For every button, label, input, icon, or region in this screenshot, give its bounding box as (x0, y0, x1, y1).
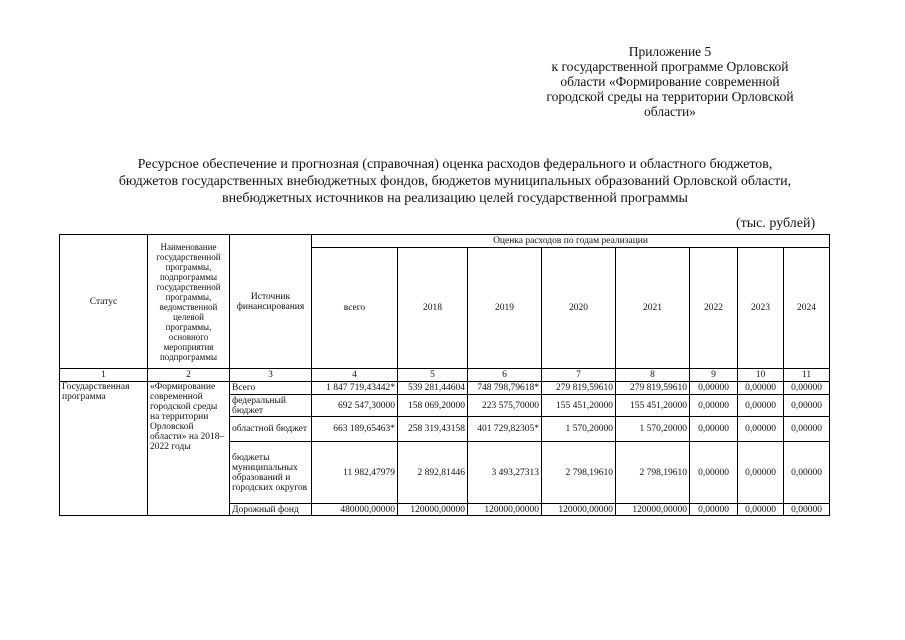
header-year-total: всего (312, 248, 398, 369)
value-cell: 0,00000 (690, 382, 738, 395)
header-estimate: Оценка расходов по годам реализации (312, 235, 830, 248)
value-cell: 0,00000 (784, 504, 830, 516)
appendix-line: Приложение 5 (628, 44, 712, 59)
header-name: Наименование государственной программы, подпрограммы государственной программы, ведомственной целевой программы, основного мероприятия подпрограммы (148, 235, 230, 369)
source-cell: бюджеты муниципальных образований и городских округов (230, 442, 312, 504)
value-cell: 0,00000 (690, 442, 738, 504)
value-cell: 692 547,30000 (312, 395, 398, 417)
value-cell: 2 798,19610 (616, 442, 690, 504)
value-cell: 2 892,81446 (398, 442, 468, 504)
appendix-line: к государственной программе Орловской (551, 59, 789, 74)
value-cell: 539 281,44604 (398, 382, 468, 395)
header-year: 2022 (690, 248, 738, 369)
col-number: 2 (148, 369, 230, 382)
header-source: Источник финансирования (230, 235, 312, 369)
value-cell: 120000,00000 (616, 504, 690, 516)
value-cell: 158 069,20000 (398, 395, 468, 417)
source-cell: областной бюджет (230, 417, 312, 442)
value-cell: 0,00000 (738, 395, 784, 417)
units-label: (тыс. рублей) (736, 216, 816, 231)
value-cell: 0,00000 (784, 395, 830, 417)
source-cell: федеральный бюджет (230, 395, 312, 417)
value-cell: 663 189,65463* (312, 417, 398, 442)
title-line: Ресурсное обеспечение и прогнозная (справочная) оценка расходов федерального и областного бюджетов, (137, 157, 773, 172)
value-cell: 279 819,59610 (542, 382, 616, 395)
value-cell: 1 570,20000 (542, 417, 616, 442)
appendix-line: области» (644, 104, 696, 119)
value-cell: 11 982,47979 (312, 442, 398, 504)
value-cell: 2 798,19610 (542, 442, 616, 504)
col-number: 7 (542, 369, 616, 382)
value-cell: 0,00000 (738, 382, 784, 395)
value-cell: 0,00000 (738, 442, 784, 504)
value-cell: 120000,00000 (468, 504, 542, 516)
value-cell: 279 819,59610 (616, 382, 690, 395)
col-number: 8 (616, 369, 690, 382)
col-number: 1 (60, 369, 148, 382)
value-cell: 0,00000 (784, 417, 830, 442)
value-cell: 0,00000 (784, 382, 830, 395)
value-cell: 1 570,20000 (616, 417, 690, 442)
col-number: 9 (690, 369, 738, 382)
value-cell: 223 575,70000 (468, 395, 542, 417)
col-number: 11 (784, 369, 830, 382)
value-cell: 480000,00000 (312, 504, 398, 516)
budget-table (59, 234, 830, 516)
table-row (60, 382, 830, 395)
status-cell: Государственная программа (60, 382, 148, 516)
title-line: внебюджетных источников на реализацию целей государственной программы (222, 191, 688, 206)
appendix-header (520, 44, 820, 119)
value-cell: 258 319,43158 (398, 417, 468, 442)
appendix-line: области «Формирование современной (560, 74, 780, 89)
col-number: 10 (738, 369, 784, 382)
col-number: 3 (230, 369, 312, 382)
value-cell: 748 798,79618* (468, 382, 542, 395)
value-cell: 401 729,82305* (468, 417, 542, 442)
value-cell: 3 493,27313 (468, 442, 542, 504)
column-number-row (60, 369, 830, 382)
appendix-line: городской среды на территории Орловской (546, 89, 794, 104)
source-cell: Всего (230, 382, 312, 395)
header-year: 2023 (738, 248, 784, 369)
header-year: 2020 (542, 248, 616, 369)
header-year: 2021 (616, 248, 690, 369)
title-line: бюджетов государственных внебюджетных фондов, бюджетов муниципальных образований Орловской области, (118, 174, 792, 189)
value-cell: 155 451,20000 (542, 395, 616, 417)
value-cell: 0,00000 (738, 417, 784, 442)
col-number: 4 (312, 369, 398, 382)
value-cell: 0,00000 (690, 417, 738, 442)
value-cell: 1 847 719,43442* (312, 382, 398, 395)
header-year: 2024 (784, 248, 830, 369)
header-row (60, 235, 830, 248)
value-cell: 120000,00000 (542, 504, 616, 516)
value-cell: 155 451,20000 (616, 395, 690, 417)
value-cell: 0,00000 (690, 504, 738, 516)
value-cell: 0,00000 (738, 504, 784, 516)
value-cell: 0,00000 (690, 395, 738, 417)
program-name-cell: «Формирование современной городской среды на территории Орловской области» на 2018–2022 годы (148, 382, 230, 516)
document-title (60, 156, 850, 207)
value-cell: 120000,00000 (398, 504, 468, 516)
header-year: 2018 (398, 248, 468, 369)
col-number: 6 (468, 369, 542, 382)
value-cell: 0,00000 (784, 442, 830, 504)
source-cell: Дорожный фонд (230, 504, 312, 516)
header-year: 2019 (468, 248, 542, 369)
col-number: 5 (398, 369, 468, 382)
header-status: Статус (60, 235, 148, 369)
